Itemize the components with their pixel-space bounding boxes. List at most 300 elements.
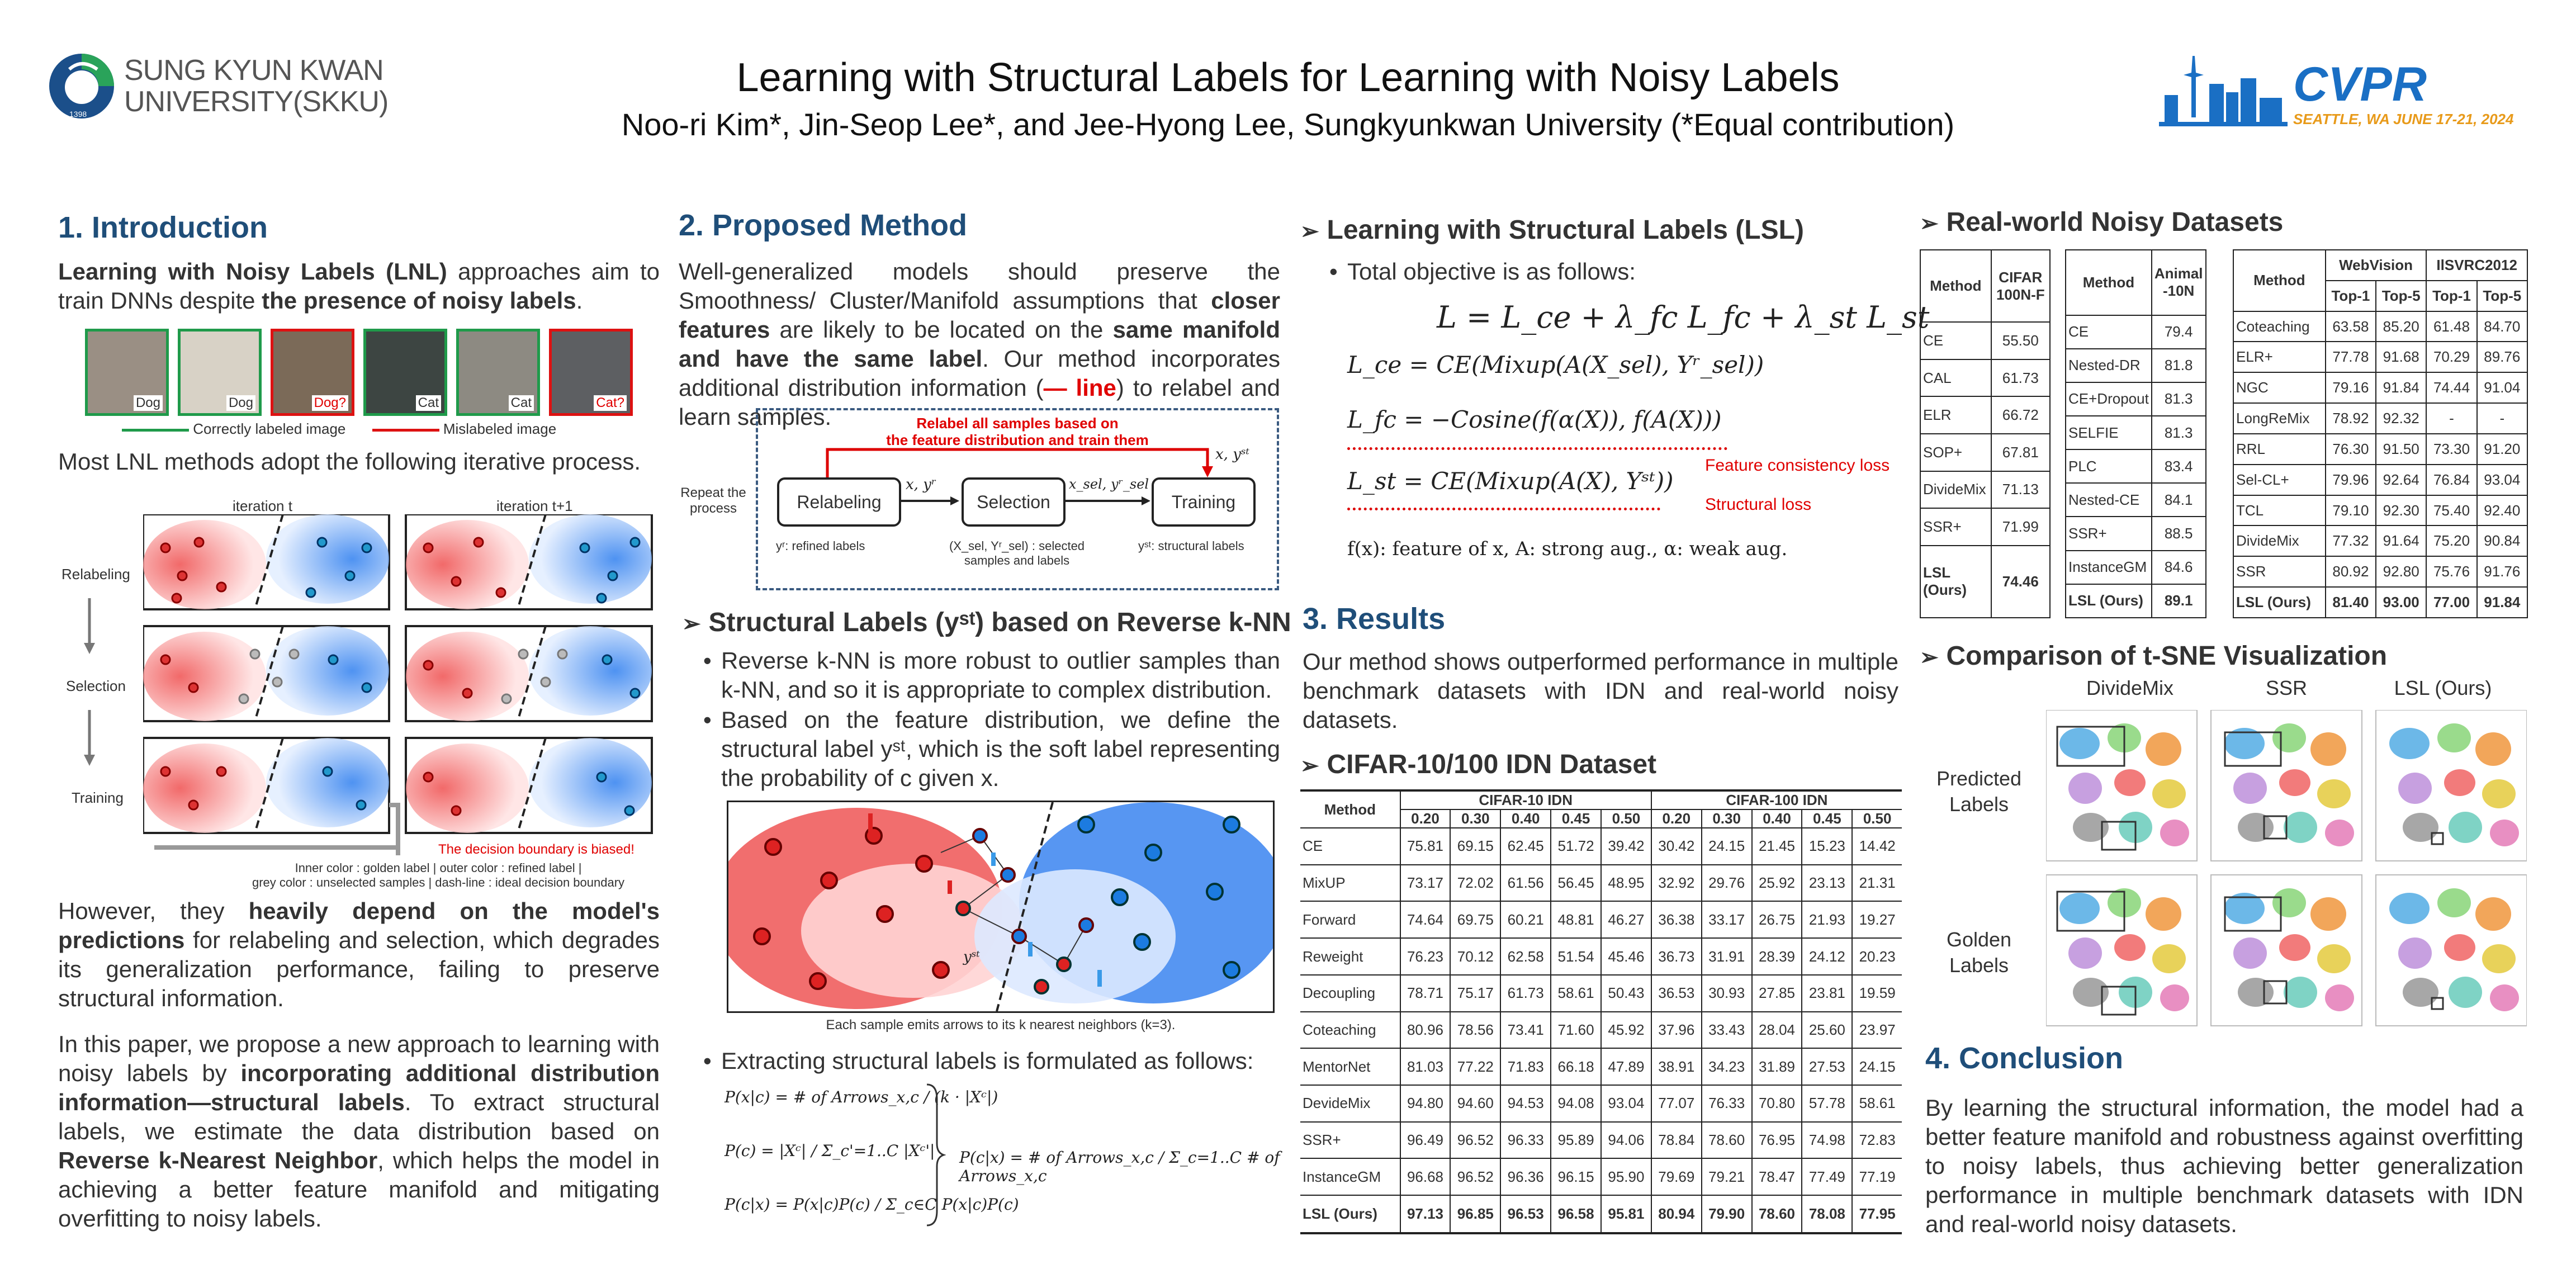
column-header: Top-1	[2426, 281, 2476, 311]
poster-title: Learning with Structural Labels for Learning with Noisy Labels	[736, 55, 1840, 100]
value-cell: 84.6	[2152, 551, 2206, 584]
method-cell: Coteaching	[1300, 1012, 1400, 1049]
value-cell: 96.15	[1551, 1158, 1601, 1195]
brace-icon	[924, 1082, 946, 1228]
column-header: Top-1	[2326, 281, 2376, 311]
method-cell: ELR+	[2233, 342, 2326, 372]
table-row	[1920, 396, 2050, 434]
value-cell: 77.32	[2326, 525, 2376, 556]
value-cell: 89.76	[2477, 342, 2527, 372]
value-cell: 75.40	[2426, 495, 2476, 526]
value-cell: 31.91	[1702, 938, 1752, 975]
value-cell: 66.18	[1551, 1048, 1601, 1085]
image-legend	[122, 420, 625, 438]
method-cell: SSR	[2233, 556, 2326, 587]
biased-boundary-note: The decision boundary is biased!	[438, 842, 634, 857]
chevron-right-icon: ➢	[682, 612, 701, 636]
method-cell: SSR+	[1920, 508, 1991, 546]
column-header: Top-5	[2477, 281, 2527, 311]
column-header: Method	[1920, 250, 1991, 322]
value-cell: 95.90	[1601, 1158, 1651, 1195]
flow-box-training: Training	[1152, 477, 1256, 527]
value-cell: 91.68	[2376, 342, 2426, 372]
value-cell: 77.95	[1852, 1195, 1902, 1233]
method-bullet-2: • Based on the feature distribution, we define the structural label yˢᵗ, which is the soft label representing the probability of c given x.	[699, 705, 1280, 793]
value-cell: 23.81	[1802, 975, 1852, 1012]
value-cell: 30.93	[1702, 975, 1752, 1012]
table-row	[2066, 382, 2206, 416]
chevron-right-icon: ➢	[1920, 645, 1939, 670]
method-cell: Decoupling	[1300, 975, 1400, 1012]
value-cell: 14.42	[1852, 828, 1902, 865]
conclusion-heading: 4. Conclusion	[1925, 1041, 2124, 1075]
reverse-knn-plot	[728, 802, 1273, 1011]
value-cell: 96.58	[1551, 1195, 1601, 1233]
value-cell: 77.78	[2326, 342, 2376, 372]
lsl-bullets	[1325, 257, 1884, 287]
method-bullets	[699, 646, 1280, 794]
value-cell: 74.44	[2426, 372, 2476, 403]
tsne-col-lsl: LSL (Ours)	[2394, 676, 2492, 699]
value-cell: 95.89	[1551, 1122, 1601, 1159]
value-cell: 73.41	[1500, 1012, 1551, 1049]
method-flow-diagram	[671, 408, 1280, 593]
table-row	[1300, 901, 1902, 938]
cvpr-logo	[2159, 50, 2517, 134]
value-cell: 15.23	[1802, 828, 1852, 865]
table-row	[1300, 828, 1902, 865]
value-cell: 94.06	[1601, 1122, 1651, 1159]
table-row	[1300, 1085, 1902, 1122]
value-cell: 31.89	[1752, 1048, 1802, 1085]
cvpr-subtext: SEATTLE, WA JUNE 17-21, 2024	[2293, 111, 2514, 127]
value-cell: 33.43	[1702, 1012, 1752, 1049]
feature-consistency-label: Feature consistency loss	[1705, 456, 1890, 475]
value-cell: -	[2426, 403, 2476, 434]
tsne-col-dividemix: DivideMix	[2086, 676, 2174, 699]
value-cell: 76.84	[2426, 465, 2476, 495]
table-row	[2233, 434, 2527, 465]
value-cell: 84.1	[2152, 483, 2206, 517]
value-cell: 19.59	[1852, 975, 1902, 1012]
column-header: Method	[2066, 250, 2152, 315]
value-cell: 91.76	[2477, 556, 2527, 587]
flow-caption-2: (X_sel, Yʳ_sel) : selected samples and labels	[949, 539, 1085, 567]
method-cell: NGC	[2233, 372, 2326, 403]
value-cell: 97.13	[1400, 1195, 1451, 1233]
eq-st-loss: L_st = CE(Mixup(A(X), Yˢᵗ))	[1347, 467, 1674, 495]
noise-rate-header: 0.40	[1500, 809, 1551, 828]
table-row	[1920, 546, 2050, 618]
table-row	[1300, 1012, 1902, 1049]
value-cell: 63.58	[2326, 311, 2376, 342]
method-cell: DevideMix	[1300, 1085, 1400, 1122]
value-cell: 78.92	[2326, 403, 2376, 434]
value-cell: 61.73	[1500, 975, 1551, 1012]
value-cell: 96.52	[1450, 1158, 1500, 1195]
conclusion-paragraph: By learning the structural information, the model had a better feature manifold and robustness against overfitting to noisy labels, thus achieving better generalization performance in multiple benchmark datasets with IDN and real-world noisy datasets.	[1925, 1095, 2523, 1237]
value-cell: 30.42	[1651, 828, 1702, 865]
value-cell: 23.97	[1852, 1012, 1902, 1049]
value-cell: 24.15	[1852, 1048, 1902, 1085]
table-row	[1300, 975, 1902, 1012]
method-paragraph: Well-generalized models should preserve the Smoothness/ Cluster/Manifold assumptions that closer features are likely to be located on the same manifold and have the same label. Our method incorporates additional distribution information (— line) to relabel and learn samples.	[679, 258, 1280, 430]
method-cell: Sel-CL+	[2233, 465, 2326, 495]
value-cell: 71.13	[1991, 471, 2050, 509]
value-cell: 38.91	[1651, 1048, 1702, 1085]
results-paragraph: Our method shows outperformed performance in multiple benchmark datasets with IDN and real-world noisy datasets.	[1303, 648, 1898, 733]
tsne-figure	[1923, 676, 2527, 1034]
cvpr-text: CVPR	[2293, 58, 2427, 111]
column-header: Animal -10N	[2152, 250, 2206, 315]
value-cell: 78.71	[1400, 975, 1451, 1012]
intro-paragraph-3: However, they heavily depend on the model's predictions for relabeling and selection, which degrades its generalization performance, failing to preserve structural information.	[58, 898, 660, 1011]
method-cell: MentorNet	[1300, 1048, 1400, 1085]
value-cell: 51.54	[1551, 938, 1601, 975]
cifar-heading: ➢ CIFAR-10/100 IDN Dataset	[1300, 750, 1657, 779]
value-cell: 78.84	[1651, 1122, 1702, 1159]
value-cell: 57.78	[1802, 1085, 1852, 1122]
method-cell: RRL	[2233, 434, 2326, 465]
value-cell: 81.3	[2152, 416, 2206, 449]
value-cell: 81.40	[2326, 587, 2376, 618]
method-cell: LSL (Ours)	[2066, 584, 2152, 618]
table-row	[2233, 525, 2527, 556]
value-cell: 70.12	[1450, 938, 1500, 975]
value-cell: 48.81	[1551, 901, 1601, 938]
value-cell: 24.12	[1802, 938, 1852, 975]
value-cell: 21.45	[1752, 828, 1802, 865]
noise-rate-header: 0.20	[1651, 809, 1702, 828]
structural-loss-label: Structural loss	[1705, 495, 1812, 514]
noise-rate-header: 0.30	[1702, 809, 1752, 828]
value-cell: 79.96	[2326, 465, 2376, 495]
st-underline	[1347, 508, 1660, 510]
value-cell: 79.90	[1702, 1195, 1752, 1233]
method-bullet-1: • Reverse k-NN is more robust to outlier samples than k-NN, and so it is appropriate to complex distribution.	[699, 646, 1280, 704]
value-cell: 51.72	[1551, 828, 1601, 865]
structural-labels-heading: ➢ Structural Labels (yˢᵗ) based on Reverse k-NN	[682, 608, 1291, 637]
seattle-skyline-icon	[2159, 50, 2288, 129]
group-header: WebVision	[2326, 250, 2427, 281]
value-cell: 79.21	[1702, 1158, 1752, 1195]
value-cell: 91.20	[2477, 434, 2527, 465]
method-heading: 2. Proposed Method	[679, 209, 968, 242]
value-cell: 67.81	[1991, 434, 2050, 471]
formula-posterior: P(c|x) = P(x|c)P(c) / Σ_c∈C P(x|c)P(c)	[724, 1195, 1019, 1214]
value-cell: 76.23	[1400, 938, 1451, 975]
value-cell: 60.21	[1500, 901, 1551, 938]
value-cell: 73.30	[2426, 434, 2476, 465]
value-cell: 92.80	[2376, 556, 2426, 587]
value-cell: 94.80	[1400, 1085, 1451, 1122]
down-arrow-icon	[84, 598, 95, 788]
value-cell: 33.17	[1702, 901, 1752, 938]
method-cell: DivideMix	[1920, 471, 1991, 509]
value-cell: 91.50	[2376, 434, 2426, 465]
value-cell: 77.00	[2426, 587, 2476, 618]
value-cell: 80.94	[1651, 1195, 1702, 1233]
skku-name-line1: SUNG KYUN KWAN	[124, 54, 383, 87]
table-row	[2233, 587, 2527, 618]
value-cell: 28.04	[1752, 1012, 1802, 1049]
value-cell: 74.98	[1802, 1122, 1852, 1159]
value-cell: 61.56	[1500, 865, 1551, 902]
method-cell: CE	[1300, 828, 1400, 865]
noise-rate-header: 0.50	[1852, 809, 1902, 828]
value-cell: 74.46	[1991, 546, 2050, 618]
value-cell: 75.20	[2426, 525, 2476, 556]
value-cell: 71.60	[1551, 1012, 1601, 1049]
tsne-plots	[2046, 710, 2527, 1034]
value-cell: 93.04	[1601, 1085, 1651, 1122]
skku-year: 1398	[69, 110, 87, 119]
noise-rate-header: 0.20	[1400, 809, 1451, 828]
noise-rate-header: 0.45	[1551, 809, 1601, 828]
fc-underline	[1347, 447, 1727, 450]
value-cell: 93.04	[2477, 465, 2527, 495]
table-row	[1300, 1122, 1902, 1159]
value-cell: 96.52	[1450, 1122, 1500, 1159]
skku-name-line2: UNIVERSITY(SKKU)	[124, 86, 389, 118]
value-cell: 92.64	[2376, 465, 2426, 495]
value-cell: 71.83	[1500, 1048, 1551, 1085]
table-row	[2066, 584, 2206, 618]
method-bullet-3-list	[699, 1046, 1280, 1077]
value-cell: 21.31	[1852, 865, 1902, 902]
table-row	[2233, 342, 2527, 372]
value-cell: 79.16	[2326, 372, 2376, 403]
method-cell: Reweight	[1300, 938, 1400, 975]
method-cell: SOP+	[1920, 434, 1991, 471]
table-row	[1300, 1158, 1902, 1195]
value-cell: 93.00	[2376, 587, 2426, 618]
value-cell: 90.84	[2477, 525, 2527, 556]
value-cell: 69.15	[1450, 828, 1500, 865]
value-cell: 21.93	[1802, 901, 1852, 938]
value-cell: 72.02	[1450, 865, 1500, 902]
value-cell: 96.36	[1500, 1158, 1551, 1195]
iteration-t1-label: iteration t+1	[496, 498, 573, 514]
flow-caption-1: yʳ: refined labels	[776, 539, 865, 553]
chevron-right-icon: ➢	[1920, 211, 1939, 236]
value-cell: 45.46	[1601, 938, 1651, 975]
intro-paragraph-1: Learning with Noisy Labels (LNL) approaches aim to train DNNs despite the presence of noisy labels.	[58, 258, 660, 314]
cat-image-3: Cat?	[549, 329, 633, 416]
value-cell: 70.80	[1752, 1085, 1802, 1122]
value-cell: 91.84	[2477, 587, 2527, 618]
table-row	[1920, 359, 2050, 397]
value-cell: 45.92	[1601, 1012, 1651, 1049]
flow-box-selection: Selection	[962, 477, 1066, 527]
value-cell: 55.50	[1991, 322, 2050, 359]
value-cell: 75.76	[2426, 556, 2476, 587]
value-cell: 58.61	[1852, 1085, 1902, 1122]
dog-image-1: Dog	[85, 329, 169, 416]
method-cell: Nested-DR	[2066, 349, 2152, 382]
cifar10-header: CIFAR-10 IDN	[1400, 790, 1651, 809]
value-cell: 56.45	[1551, 865, 1601, 902]
flow-arrow2-label: x_sel, yʳ_sel	[1069, 476, 1149, 492]
value-cell: 76.33	[1702, 1085, 1752, 1122]
cat-image-2: Cat	[456, 329, 540, 416]
value-cell: 24.15	[1702, 828, 1752, 865]
dog-image-3: Dog?	[271, 329, 354, 416]
table-row	[2066, 483, 2206, 517]
value-cell: 27.53	[1802, 1048, 1852, 1085]
value-cell: 91.64	[2376, 525, 2426, 556]
value-cell: 23.13	[1802, 865, 1852, 902]
flow-top-label: x, yˢᵗ	[1215, 446, 1250, 463]
method-cell: LSL (Ours)	[2233, 587, 2326, 618]
method-cell: Nested-CE	[2066, 483, 2152, 517]
chevron-right-icon: ➢	[1300, 754, 1319, 778]
sample-images-row	[85, 329, 638, 418]
value-cell: 96.33	[1500, 1122, 1551, 1159]
method-bullet-3: • Extracting structural labels is formulated as follows:	[699, 1046, 1280, 1076]
value-cell: 39.42	[1601, 828, 1651, 865]
value-cell: 83.4	[2152, 449, 2206, 483]
value-cell: 78.56	[1450, 1012, 1500, 1049]
value-cell: 84.70	[2477, 311, 2527, 342]
value-cell: 28.39	[1752, 938, 1802, 975]
intro-heading: 1. Introduction	[58, 211, 268, 244]
table-row	[1300, 1195, 1902, 1233]
value-cell: 92.30	[2376, 495, 2426, 526]
value-cell: 96.68	[1400, 1158, 1451, 1195]
stage-selection: Selection	[66, 678, 126, 694]
reverse-knn-caption: Each sample emits arrows to its k nearest neighbors (k=3).	[826, 1017, 1176, 1033]
reverse-knn-figure	[727, 801, 1275, 1013]
table-row	[1300, 938, 1902, 975]
legend-mislabeled: Mislabeled image	[443, 420, 557, 437]
table-row	[2233, 556, 2527, 587]
table-row	[2233, 465, 2527, 495]
value-cell: 96.49	[1400, 1122, 1451, 1159]
value-cell: 85.20	[2376, 311, 2426, 342]
value-cell: 71.99	[1991, 508, 2050, 546]
value-cell: 61.48	[2426, 311, 2476, 342]
value-cell: 26.75	[1752, 901, 1802, 938]
value-cell: 78.47	[1752, 1158, 1802, 1195]
results-heading: 3. Results	[1303, 602, 1446, 636]
value-cell: 50.43	[1601, 975, 1651, 1012]
value-cell: 77.19	[1852, 1158, 1902, 1195]
value-cell: 47.89	[1601, 1048, 1651, 1085]
method-cell: PLC	[2066, 449, 2152, 483]
cifar-method-header: Method	[1300, 790, 1400, 828]
value-cell: 36.73	[1651, 938, 1702, 975]
method-cell: CE+Dropout	[2066, 382, 2152, 416]
iteration-panels	[143, 514, 657, 872]
value-cell: 96.53	[1500, 1195, 1551, 1233]
method-cell: LSL (Ours)	[1920, 546, 1991, 618]
eq-total-loss: L = L_ce + λ_fc L_fc + λ_st L_st	[1437, 300, 1930, 335]
value-cell: 96.85	[1450, 1195, 1500, 1233]
column-header: Top-5	[2376, 281, 2426, 311]
value-cell: 34.23	[1702, 1048, 1752, 1085]
value-cell: 78.08	[1802, 1195, 1852, 1233]
noise-rate-header: 0.50	[1601, 809, 1651, 828]
value-cell: 77.22	[1450, 1048, 1500, 1085]
relabel-note: Relabel all samples based on the feature distribution and train them	[886, 415, 1149, 448]
repeat-process-label: Repeat the process	[680, 485, 746, 516]
method-cell: LongReMix	[2233, 403, 2326, 434]
value-cell: 79.4	[2152, 315, 2206, 349]
table-row	[1300, 865, 1902, 902]
table-row	[2066, 551, 2206, 584]
dog-image-2: Dog	[178, 329, 262, 416]
noise-rate-header: 0.45	[1802, 809, 1852, 828]
value-cell: 48.95	[1601, 865, 1651, 902]
method-cell: Forward	[1300, 901, 1400, 938]
value-cell: 95.81	[1601, 1195, 1651, 1233]
webvision-table	[2233, 249, 2528, 618]
method-cell: SSR+	[2066, 517, 2152, 550]
value-cell: 76.30	[2326, 434, 2376, 465]
iteration-figure-caption: Inner color : golden label | outer color : refined label | grey color : unselected samples | dash-line : ideal decision boundary	[252, 861, 625, 889]
table-row	[1920, 322, 2050, 359]
value-cell: 94.08	[1551, 1085, 1601, 1122]
value-cell: 29.76	[1702, 865, 1752, 902]
value-cell: 77.07	[1651, 1085, 1702, 1122]
column-header: Method	[2233, 250, 2326, 311]
value-cell: 72.83	[1852, 1122, 1902, 1159]
table-row	[2233, 403, 2527, 434]
iteration-figure	[58, 492, 660, 894]
value-cell: 78.60	[1752, 1195, 1802, 1233]
table-row	[2066, 315, 2206, 349]
group-header: IlSVRC2012	[2426, 250, 2527, 281]
value-cell: 76.95	[1752, 1122, 1802, 1159]
method-cell: CE	[1920, 322, 1991, 359]
eq-fc-loss: L_fc = −Cosine(f(α(X)), f(A(X)))	[1347, 406, 1722, 433]
value-cell: 20.23	[1852, 938, 1902, 975]
table-row	[2066, 349, 2206, 382]
method-cell: CE	[2066, 315, 2152, 349]
method-cell: ELR	[1920, 396, 1991, 434]
method-cell: InstanceGM	[1300, 1158, 1400, 1195]
noise-rate-header: 0.40	[1752, 809, 1802, 828]
table-row	[1920, 434, 2050, 471]
table-row	[1300, 1048, 1902, 1085]
cifar100-header: CIFAR-100 IDN	[1651, 790, 1902, 809]
value-cell: 61.73	[1991, 359, 2050, 397]
value-cell: 70.29	[2426, 342, 2476, 372]
formula-likelihood: P(x|c) = # of Arrows_x,c / (k · |Xᶜ|)	[724, 1088, 998, 1106]
table-row	[2233, 372, 2527, 403]
stage-training: Training	[72, 789, 124, 806]
cifar-idn-table	[1300, 789, 1902, 1234]
value-cell: 74.64	[1400, 901, 1451, 938]
tsne-row-golden: Golden Labels	[1946, 928, 2012, 977]
method-cell: SSR+	[1300, 1122, 1400, 1159]
formula-prior: P(c) = |Xᶜ| / Σ_c'=1..C |Xᶜ'|	[724, 1142, 935, 1160]
flow-caption-3: yˢᵗ: structural labels	[1138, 539, 1244, 553]
value-cell: 78.60	[1702, 1122, 1752, 1159]
table-row	[2066, 517, 2206, 550]
value-cell: 79.69	[1651, 1158, 1702, 1195]
animal10n-table	[2065, 249, 2206, 618]
table-row	[1920, 508, 2050, 546]
table-row	[2066, 416, 2206, 449]
poster-authors: Noo-ri Kim*, Jin-Seop Lee*, and Jee-Hyong Lee, Sungkyunkwan University (*Equal contribution)	[621, 107, 1955, 142]
value-cell: 88.5	[2152, 517, 2206, 550]
value-cell: -	[2477, 403, 2527, 434]
method-cell: MixUP	[1300, 865, 1400, 902]
ylabel-st: yˢᵗ	[963, 949, 980, 965]
value-cell: 94.60	[1450, 1085, 1500, 1122]
